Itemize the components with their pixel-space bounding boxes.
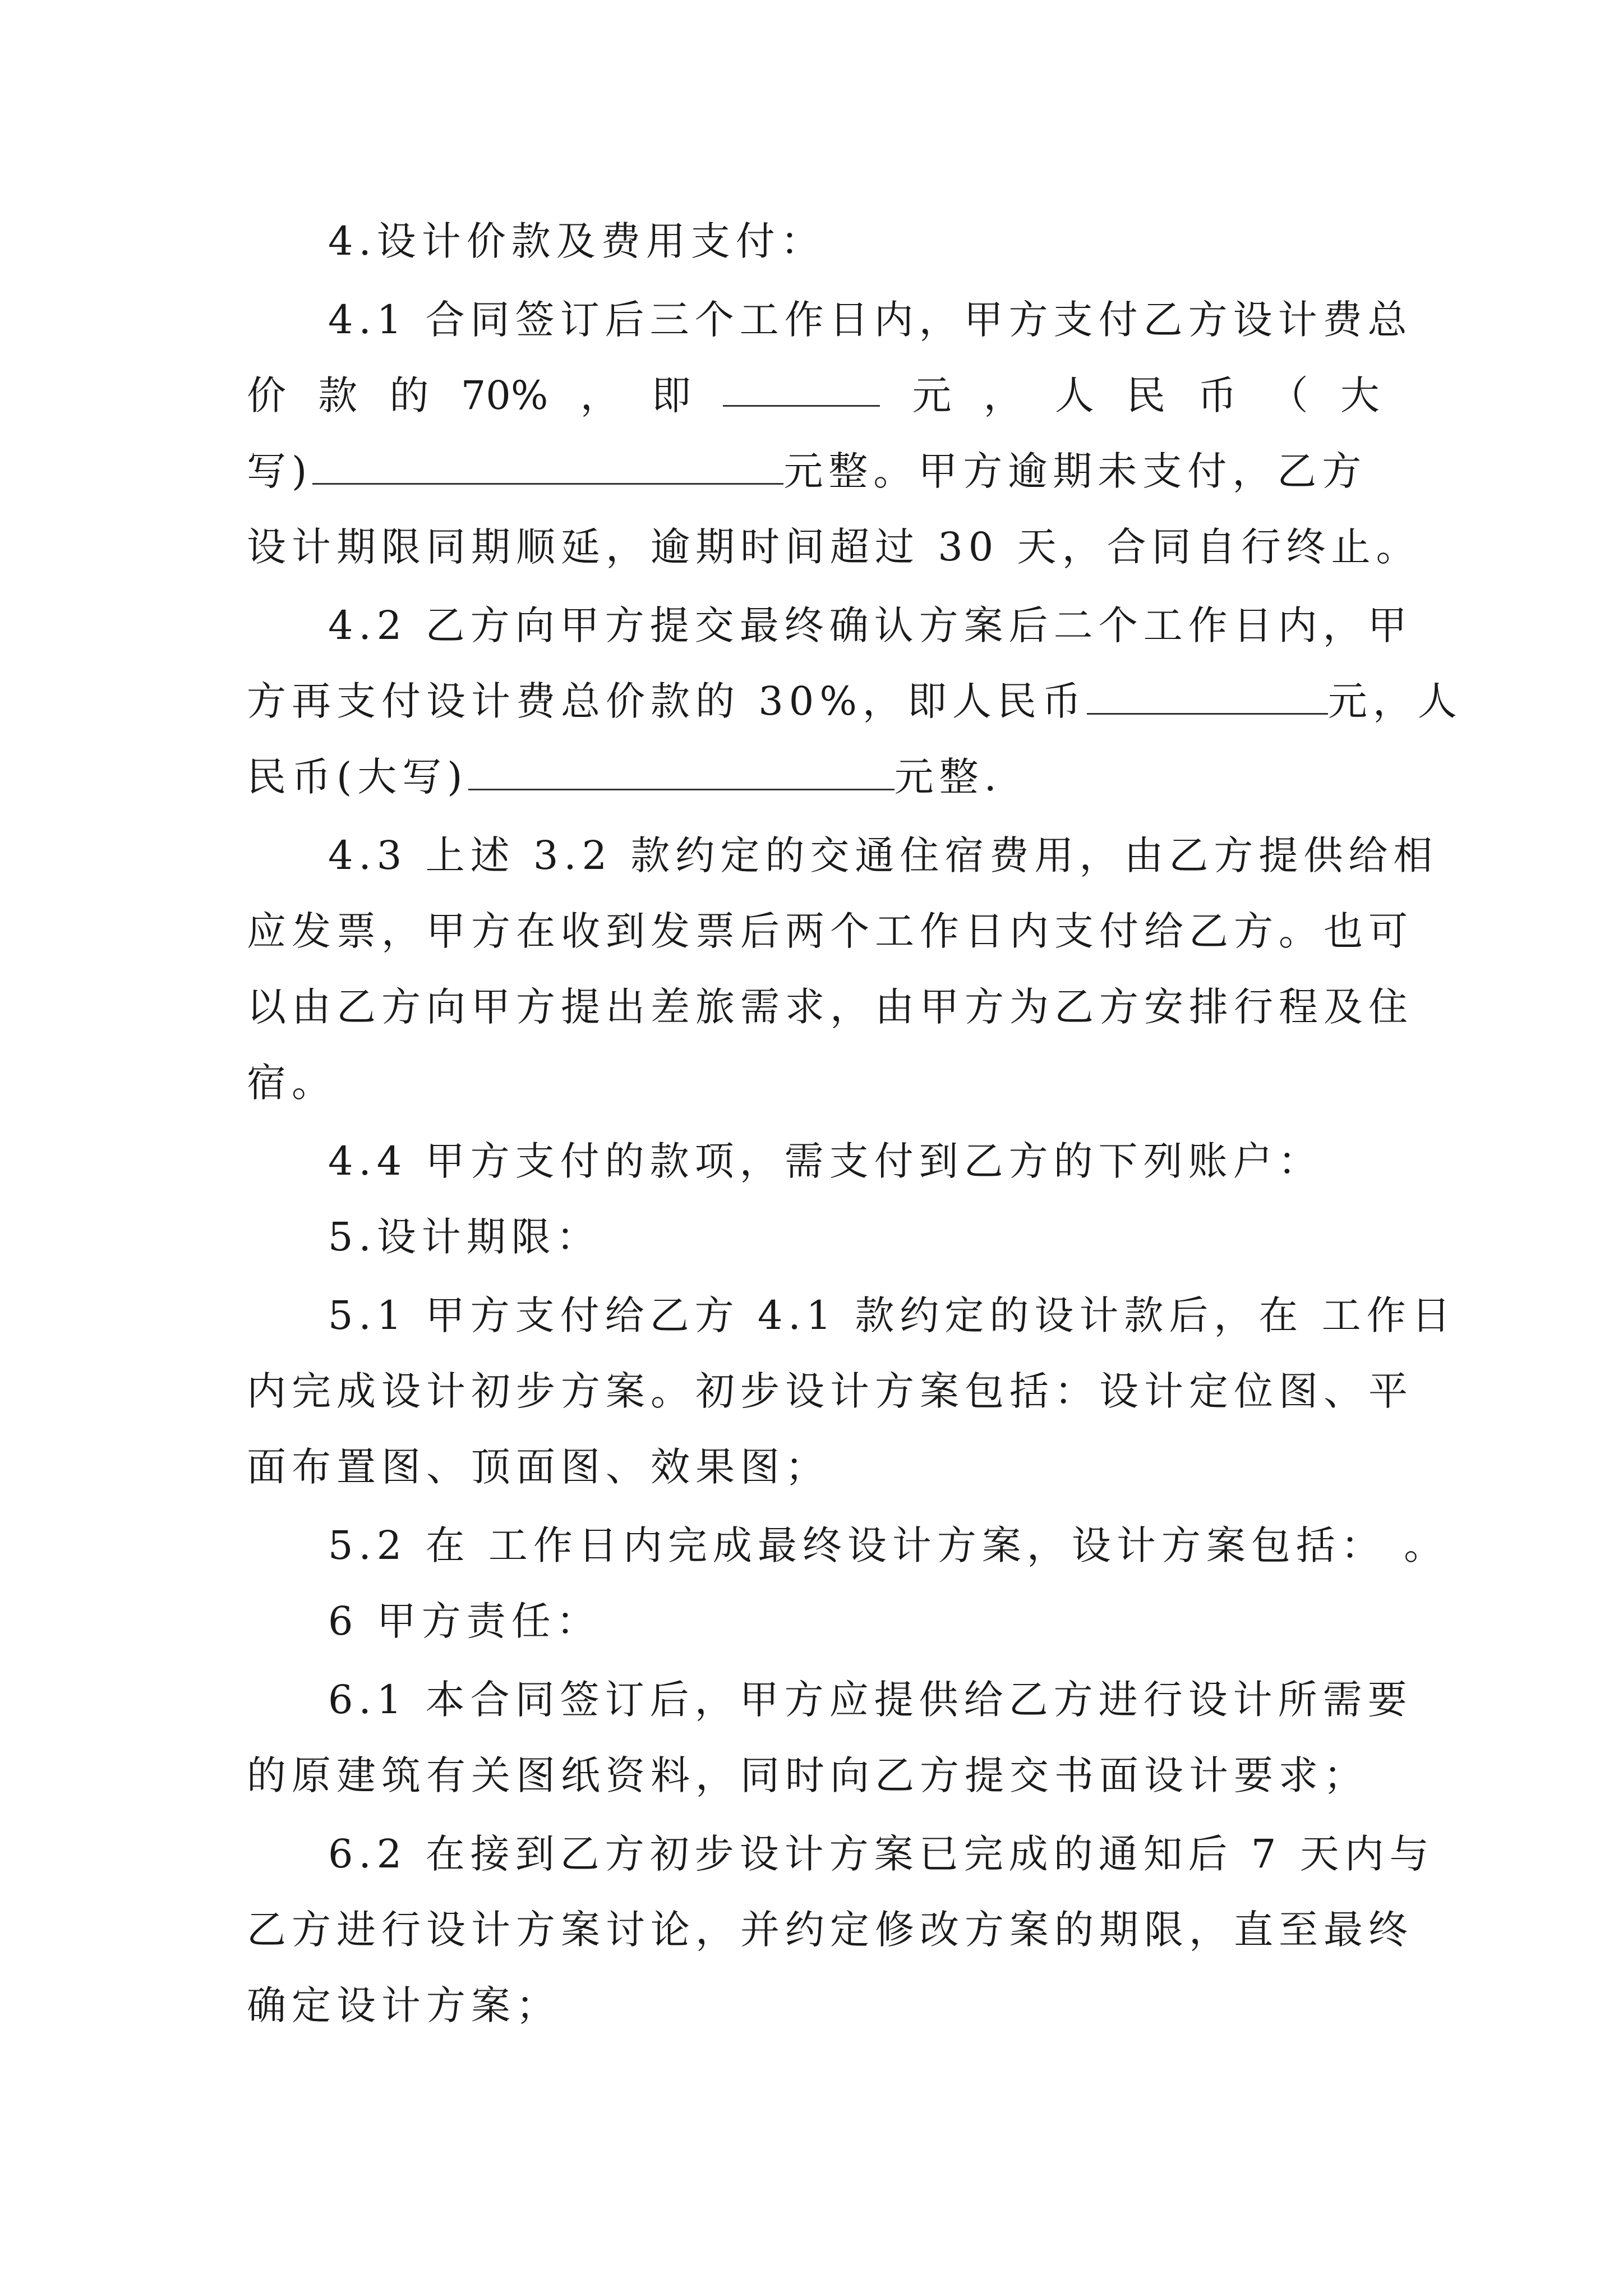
word: 币 xyxy=(1197,372,1237,418)
clause-4-1-line-4: 设计期限同期顺延，逾期时间超过 30 天，合同自行终止。 xyxy=(247,524,1421,570)
clause-4-3-line-1: 4.3 上述 3.2 款约定的交通住宿费用，由乙方提供给相 xyxy=(328,832,1438,878)
clause-5-2: 5.2 在 工作日内完成最终设计方案，设计方案包括： 。 xyxy=(328,1522,1449,1568)
section-heading-6: 6 甲方责任： xyxy=(328,1598,601,1644)
word: 即 xyxy=(651,372,691,418)
word: ， xyxy=(983,372,1023,418)
clause-6-1-line-1: 6.1 本合同签订后，甲方应提供给乙方进行设计所需要 xyxy=(328,1677,1413,1723)
word: 大 xyxy=(1340,372,1380,418)
clause-4-3-line-3: 以由乙方向甲方提出差旅需求，由甲方为乙方安排行程及住 xyxy=(247,984,1413,1030)
word: 的 xyxy=(389,372,429,418)
word: （ xyxy=(1269,372,1308,418)
text-segment: 元，人 xyxy=(1327,678,1463,724)
word: 70% xyxy=(460,372,548,418)
word: 价 xyxy=(247,372,286,418)
clause-5-1-line-1: 5.1 甲方支付给乙方 4.1 款约定的设计款后，在 工作日 xyxy=(328,1292,1456,1338)
clause-6-2-line-3: 确定设计方案； xyxy=(247,1982,561,2028)
clause-5-1-line-2: 内完成设计初步方案。初步设计方案包括：设计定位图、平 xyxy=(247,1368,1413,1414)
text-segment: 元整. xyxy=(894,754,1002,800)
text-segment: 民币(大写) xyxy=(247,754,468,800)
clause-4-1-line-2 xyxy=(247,370,1380,421)
clause-6-1-line-2: 的原建筑有关图纸资料，同时向乙方提交书面设计要求； xyxy=(247,1752,1368,1798)
clause-4-4: 4.4 甲方支付的款项，需支付到乙方的下列账户： xyxy=(328,1138,1323,1184)
amount-blank xyxy=(1087,678,1328,715)
word: 民 xyxy=(1126,372,1166,418)
amount-in-words-blank xyxy=(468,754,895,790)
word: 元 xyxy=(912,372,952,418)
word: ， xyxy=(580,372,620,418)
amount-in-words-blank xyxy=(312,448,783,485)
word: 款 xyxy=(318,372,358,418)
clause-4-1-line-3 xyxy=(247,446,1380,496)
text-segment: 方再支付设计费总价款的 30%，即人民币 xyxy=(247,678,1087,724)
clause-4-3-line-4: 宿。 xyxy=(247,1060,336,1106)
word: 人 xyxy=(1054,372,1094,418)
clause-4-2-line-1: 4.2 乙方向甲方提交最终确认方案后二个工作日内，甲 xyxy=(328,602,1413,648)
text-segment: 写) xyxy=(247,448,313,494)
section-heading-5: 5.设计期限： xyxy=(328,1214,601,1260)
clause-6-2-line-2: 乙方进行设计方案讨论，并约定修改方案的期限，直至最终 xyxy=(247,1907,1413,1953)
amount-blank xyxy=(723,370,880,407)
clause-6-2-line-1: 6.2 在接到乙方初步设计方案已完成的通知后 7 天内与 xyxy=(328,1831,1435,1877)
clause-4-1-line-1: 4.1 合同签订后三个工作日内，甲方支付乙方设计费总 xyxy=(328,297,1413,343)
clause-4-2-line-3 xyxy=(247,752,1380,802)
section-heading-4: 4.设计价款及费用支付： xyxy=(328,218,826,264)
text-segment: 元整。甲方逾期未支付，乙方 xyxy=(783,448,1367,494)
clause-4-3-line-2: 应发票，甲方在收到发票后两个工作日内支付给乙方。也可 xyxy=(247,908,1413,954)
clause-5-1-line-3: 面布置图、顶面图、效果图； xyxy=(247,1444,830,1490)
clause-4-2-line-2 xyxy=(247,676,1463,726)
